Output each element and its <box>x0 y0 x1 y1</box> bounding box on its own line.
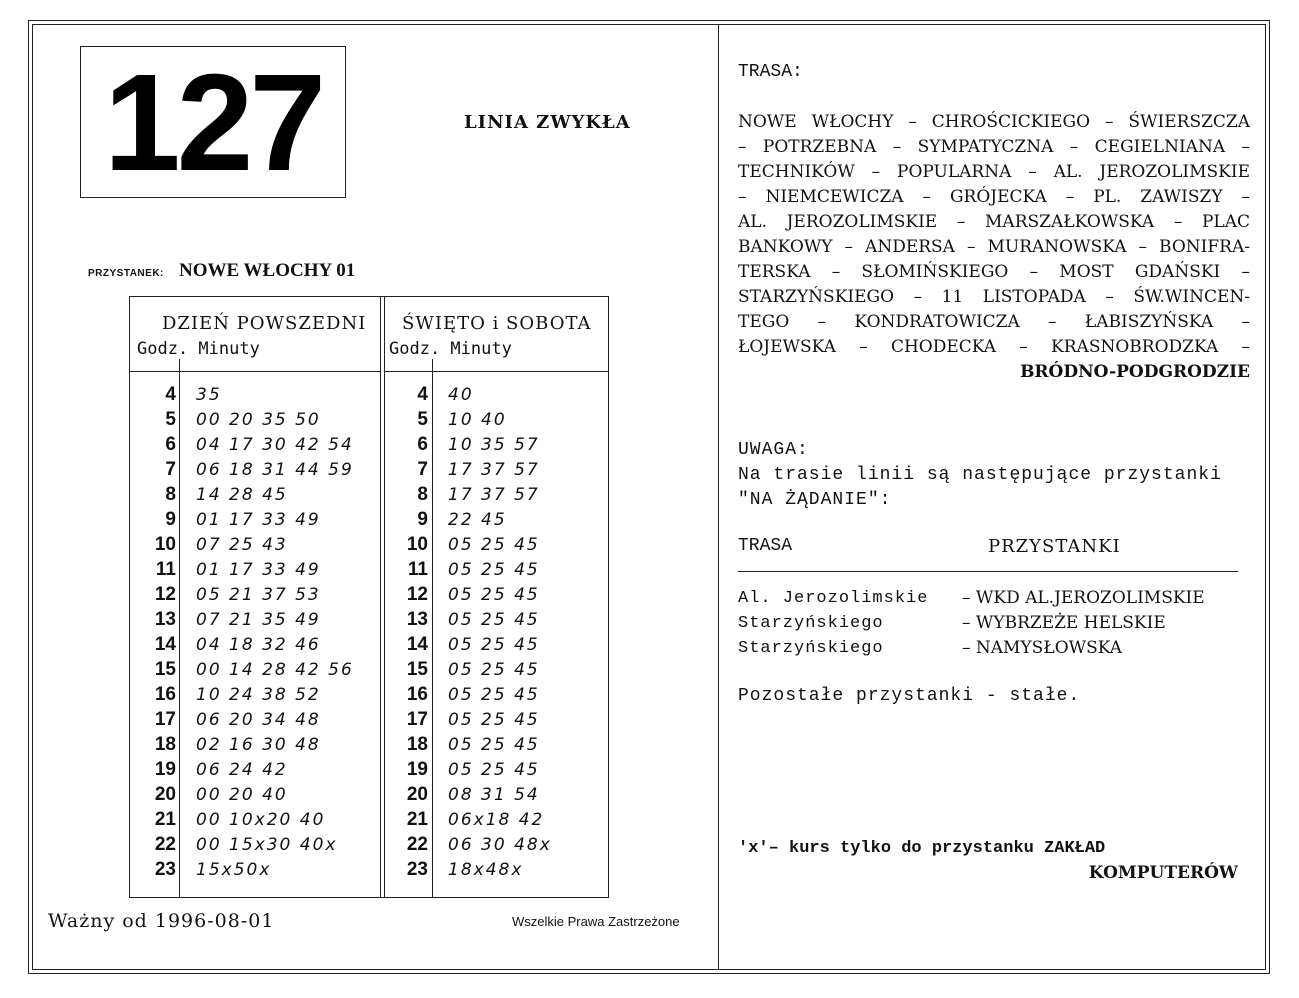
request-table-header-route: TRASA <box>738 536 793 556</box>
hour-cell: 14 <box>154 634 176 655</box>
hour-cell: 12 <box>406 584 428 605</box>
line-type: LINIA ZWYKŁA <box>464 112 631 133</box>
hour-cell: 22 <box>154 834 176 855</box>
hour-cell: 8 <box>165 484 176 505</box>
minutes-cell: 10 40 <box>448 410 507 430</box>
route-line: ŁOJEWSKA – CHODECKA – KRASNOBRODZKA – <box>738 337 1250 357</box>
weekday-title: DZIEŃ POWSZEDNI <box>162 313 367 334</box>
minutes-cell: 00 14 28 42 56 <box>196 660 354 680</box>
hour-cell: 23 <box>154 859 176 880</box>
hour-cell: 11 <box>407 559 428 580</box>
route-terminus: BRÓDNO-PODGRODZIE <box>1020 362 1250 382</box>
hour-cell: 10 <box>154 534 176 555</box>
minutes-cell: 08 31 54 <box>448 785 540 805</box>
minutes-cell: 10 35 57 <box>448 435 540 455</box>
route-line: TERSKA – SŁOMIŃSKIEGO – MOST GDAŃSKI – <box>738 262 1250 282</box>
hour-cell: 7 <box>165 459 176 480</box>
minutes-cell: 01 17 33 49 <box>196 560 321 580</box>
route-line: NOWE WŁOCHY – CHROŚCICKIEGO – ŚWIERSZCZA <box>738 112 1250 132</box>
request-table-rule <box>738 571 1238 572</box>
header-separator-holiday <box>384 371 608 372</box>
hour-cell: 8 <box>417 484 428 505</box>
minutes-cell: 05 25 45 <box>448 585 540 605</box>
route-line: TECHNIKÓW – POPULARNA – AL. JEROZOLIMSKIE <box>738 162 1250 182</box>
request-stop-name: – WYBRZEŻE HELSKIE <box>962 613 1166 633</box>
minutes-cell: 06 24 42 <box>196 760 288 780</box>
notice-text-2: "NA ŻĄDANIE": <box>738 490 892 510</box>
route-line: AL. JEROZOLIMSKIE – MARSZAŁKOWSKA – PLAC <box>738 212 1250 232</box>
column-divider-a <box>380 297 381 897</box>
minutes-cell: 10 24 38 52 <box>196 685 321 705</box>
minutes-cell: 15x50x <box>196 860 272 880</box>
route-line: – POTRZEBNA – SYMPATYCZNA – CEGIELNIANA – <box>738 137 1250 157</box>
minutes-cell: 40 <box>448 385 474 405</box>
route-description <box>738 110 1250 385</box>
weekday-subheader: Godz. Minuty <box>137 339 260 359</box>
stop-row <box>88 260 355 282</box>
footnote <box>738 836 1238 886</box>
request-stop-name: – WKD AL.JEROZOLIMSKIE <box>962 588 1205 608</box>
hour-cell: 12 <box>154 584 176 605</box>
hour-cell: 9 <box>165 509 176 530</box>
holiday-title: ŚWIĘTO i SOBOTA <box>402 313 592 334</box>
minutes-cell: 00 20 40 <box>196 785 288 805</box>
minutes-cell: 22 45 <box>448 510 507 530</box>
minutes-cell: 04 18 32 46 <box>196 635 321 655</box>
line-number: 127 <box>103 46 323 200</box>
line-number-box <box>80 46 346 198</box>
minutes-cell: 06 20 34 48 <box>196 710 321 730</box>
minutes-cell: 06 30 48x <box>448 835 552 855</box>
hour-cell: 18 <box>154 734 176 755</box>
hour-cell: 4 <box>417 384 428 405</box>
request-stop-street: Starzyńskiego <box>738 614 884 633</box>
hour-cell: 17 <box>154 709 176 730</box>
minutes-cell: 05 25 45 <box>448 635 540 655</box>
hour-cell: 22 <box>406 834 428 855</box>
minutes-cell: 05 25 45 <box>448 710 540 730</box>
hour-cell: 16 <box>406 684 428 705</box>
hour-cell: 19 <box>406 759 428 780</box>
minutes-cell: 14 28 45 <box>196 485 288 505</box>
minutes-cell: 35 <box>196 385 222 405</box>
hour-cell: 4 <box>165 384 176 405</box>
route-line: STARZYŃSKIEGO – 11 LISTOPADA – ŚW.WINCEN- <box>738 287 1250 307</box>
timetable <box>129 296 609 898</box>
minutes-cell: 06x18 42 <box>448 810 545 830</box>
route-label: TRASA: <box>738 62 803 82</box>
footnote-line-1: 'x'– kurs tylko do przystanku ZAKŁAD <box>738 839 1106 858</box>
minutes-cell: 00 20 35 50 <box>196 410 321 430</box>
hour-cell: 19 <box>154 759 176 780</box>
minutes-cell: 04 17 30 42 54 <box>196 435 354 455</box>
valid-from: Ważny od 1996-08-01 <box>48 910 275 932</box>
minutes-cell: 05 25 45 <box>448 660 540 680</box>
minutes-cell: 05 21 37 53 <box>196 585 321 605</box>
hour-cell: 14 <box>406 634 428 655</box>
minutes-cell: 07 21 35 49 <box>196 610 321 630</box>
request-stop-street: Al. Jerozolimskie <box>738 589 929 608</box>
route-line: TEGO – KONDRATOWICZA – ŁABISZYŃSKA – <box>738 312 1250 332</box>
hour-cell: 15 <box>406 659 428 680</box>
notice <box>738 438 1250 513</box>
request-stop-street: Starzyńskiego <box>738 639 884 658</box>
notice-label: UWAGA: <box>738 440 809 460</box>
minutes-cell: 02 16 30 48 <box>196 735 321 755</box>
hour-divider-holiday <box>432 359 433 897</box>
remaining-stops-note: Pozostałe przystanki - stałe. <box>738 686 1081 706</box>
minutes-cell: 06 18 31 44 59 <box>196 460 354 480</box>
minutes-cell: 05 25 45 <box>448 685 540 705</box>
hour-cell: 13 <box>154 609 176 630</box>
hour-cell: 23 <box>406 859 428 880</box>
hour-cell: 6 <box>417 434 428 455</box>
hour-cell: 7 <box>417 459 428 480</box>
hour-cell: 20 <box>154 784 176 805</box>
hour-divider-weekday <box>179 359 180 897</box>
route-line: BANKOWY – ANDERSA – MURANOWSKA – BONIFRA- <box>738 237 1250 257</box>
hour-cell: 15 <box>154 659 176 680</box>
stop-name: NOWE WŁOCHY 01 <box>178 260 356 281</box>
request-stop-name: – NAMYSŁOWSKA <box>962 638 1123 658</box>
route-line: – NIEMCEWICZA – GRÓJECKA – PL. ZAWISZY – <box>738 187 1250 207</box>
hour-cell: 21 <box>406 809 428 830</box>
hour-cell: 16 <box>154 684 176 705</box>
minutes-cell: 18x48x <box>448 860 524 880</box>
hour-cell: 6 <box>165 434 176 455</box>
column-divider-b <box>384 297 385 897</box>
request-table-header-stops: PRZYSTANKI <box>988 536 1121 557</box>
minutes-cell: 07 25 43 <box>196 535 288 555</box>
hour-cell: 20 <box>406 784 428 805</box>
hour-cell: 10 <box>406 534 428 555</box>
hour-cell: 21 <box>154 809 176 830</box>
minutes-cell: 05 25 45 <box>448 610 540 630</box>
minutes-cell: 05 25 45 <box>448 535 540 555</box>
hour-cell: 5 <box>417 409 428 430</box>
minutes-cell: 17 37 57 <box>448 460 540 480</box>
stop-label: PRZYSTANEK: <box>88 268 164 279</box>
minutes-cell: 01 17 33 49 <box>196 510 321 530</box>
holiday-subheader: Godz. Minuty <box>389 339 512 359</box>
minutes-cell: 17 37 57 <box>448 485 540 505</box>
footnote-line-2: KOMPUTERÓW <box>1088 863 1238 883</box>
hour-cell: 5 <box>165 409 176 430</box>
hour-cell: 13 <box>406 609 428 630</box>
minutes-cell: 00 10x20 40 <box>196 810 326 830</box>
notice-text-1: Na trasie linii są następujące przystanki <box>738 465 1222 485</box>
rights-notice: Wszelkie Prawa Zastrzeżone <box>512 914 680 929</box>
hour-cell: 9 <box>417 509 428 530</box>
minutes-cell: 05 25 45 <box>448 735 540 755</box>
hour-cell: 17 <box>406 709 428 730</box>
center-divider <box>718 24 719 970</box>
minutes-cell: 05 25 45 <box>448 760 540 780</box>
header-separator-weekday <box>130 371 380 372</box>
hour-cell: 18 <box>406 734 428 755</box>
minutes-cell: 05 25 45 <box>448 560 540 580</box>
hour-cell: 11 <box>155 559 176 580</box>
minutes-cell: 00 15x30 40x <box>196 835 338 855</box>
